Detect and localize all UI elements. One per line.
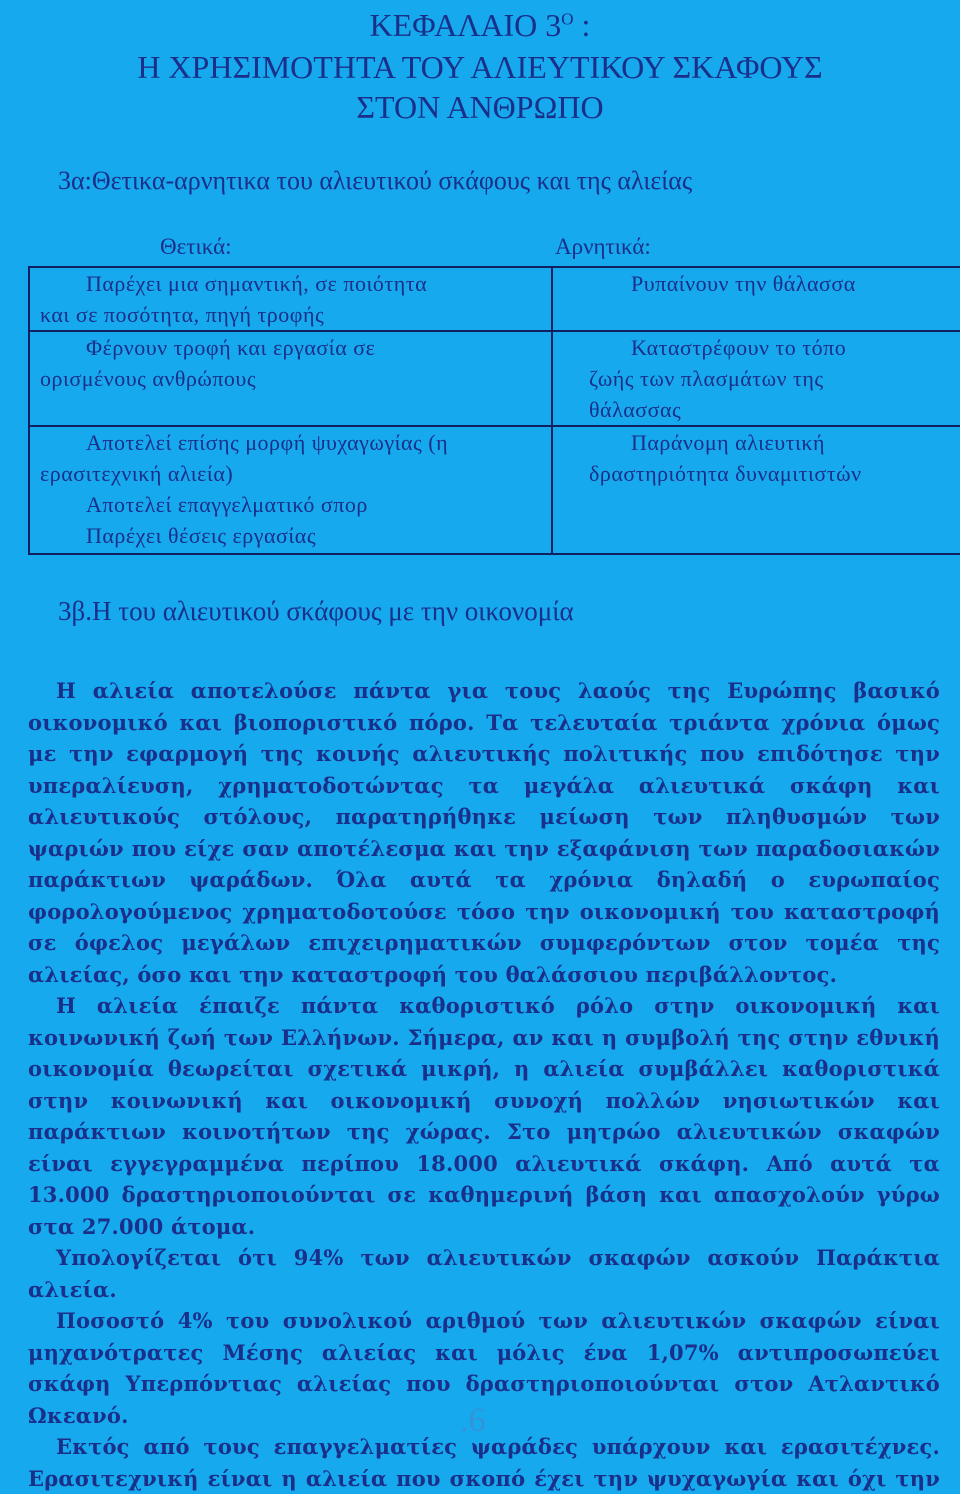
title-line-3: ΣΤΟΝ ΑΝΘΡΩΠΟ	[356, 89, 604, 125]
positives-label: Θετικά:	[160, 234, 232, 259]
section-b-body	[28, 675, 940, 1494]
cell-line: Φέρνουν τροφή και εργασία σε	[86, 335, 376, 360]
cell-line: Ρυπαίνουν την θάλασσα	[631, 271, 856, 296]
con-cell	[552, 426, 960, 554]
table-row	[29, 267, 960, 331]
paragraph: Ποσοστό 4% του συνολικού αριθμού των αλιευτικών σκαφών είναι μηχανότρατες Μέσης αλιείας και μόλις ένα 1,07% αντιπροσωπεύει σκάφη Υπερπόντιας αλιείας που δραστηριοποιούνται στον Ατλαντικό Ωκεανό.	[28, 1308, 940, 1428]
cell-line: Αποτελεί επίσης μορφή ψυχαγωγίας (η	[86, 430, 449, 455]
pro-cell	[29, 426, 552, 554]
pro-cell	[29, 267, 552, 331]
page-number: .6	[460, 1402, 486, 1439]
pros-cons-table	[28, 266, 960, 555]
cell-line: ερασιτεχνική αλιεία)	[40, 461, 234, 486]
chapter-suffix: :	[573, 7, 591, 43]
table-row	[29, 426, 960, 554]
paragraph: Η αλιεία έπαιζε πάντα καθοριστικό ρόλο στην οικονομική και κοινωνική ζωή των Ελλήνων. Σήμερα, αν και η συμβολή της στην εθνική οικονομία θεωρείται σχετικά μικρή, η αλιεία συμβάλλει καθοριστικά στην κοινωνική και οικονομική συνοχή πολλών νησιωτικών και παράκτιων κοινοτήτων της χώρας. Στο μητρώο αλιευτικών σκαφών είναι εγγεγραμμένα περίπου 18.000 αλιευτικά σκάφη. Από αυτά τα 13.000 δραστηριοποιούνται σε καθημερινή βάση και απασχολούν γύρω στα 27.000 άτομα.	[28, 993, 940, 1239]
cell-line: και σε ποσότητα, πηγή τροφής	[40, 302, 325, 327]
cell-line: θάλασσας	[589, 397, 682, 422]
title-line-2: Η ΧΡΗΣΙΜΟΤΗΤΑ ΤΟΥ ΑΛΙΕΥΤΙΚΟΥ ΣΚΑΦΟΥΣ	[137, 49, 823, 85]
section-b-heading: 3β.Η του αλιευτικού σκάφους με την οικονομία	[58, 596, 574, 626]
cell-line: Καταστρέφουν το τόπο	[631, 335, 847, 360]
chapter-title	[0, 6, 960, 44]
chapter-sup: Ο	[561, 9, 574, 29]
paragraph: Εκτός από τους επαγγελματίες ψαράδες υπάρχουν και ερασιτέχνες. Ερασιτεχνική είναι η αλιεία που σκοπό έχει την ψυχαγωγία και όχι την	[28, 1434, 940, 1491]
cell-line: Παρέχει θέσεις εργασίας	[86, 523, 317, 548]
chapter-title-text: ΚΕΦΑΛΑΙΟ 3	[369, 7, 562, 43]
table-row	[29, 331, 960, 426]
cell-line: Παράνομη αλιευτική	[631, 430, 825, 455]
section-a-heading: 3α:Θετικα-αρνητικα του αλιευτικού σκάφους και της αλιείας	[58, 166, 693, 195]
pro-cell	[29, 331, 552, 426]
con-cell	[552, 267, 960, 331]
cell-line: δραστηριότητα δυναμιτιστών	[589, 461, 862, 486]
paragraph: Υπολογίζεται ότι 94% των αλιευτικών σκαφών ασκούν Παράκτια αλιεία.	[28, 1245, 940, 1302]
cell-line: Παρέχει μια σημαντική, σε ποιότητα	[86, 271, 428, 296]
cell-line: ζωής των πλασμάτων της	[589, 366, 824, 391]
con-cell	[552, 331, 960, 426]
paragraph: Η αλιεία αποτελούσε πάντα για τους λαούς της Ευρώπης βασικό οικονομικό και βιοποριστικό πόρο. Τα τελευταία τριάντα χρόνια όμως με την εφαρμογή της κοινής αλιευτικής πολιτικής που επιδότησε την υπεραλίευση, χρηματοδοτώντας τα μεγάλα αλιευτικά σκάφη και αλιευτικούς στόλους, παρατηρήθηκε μείωση των πληθυσμών των ψαριών που είχε σαν αποτέλεσμα και την εξαφάνιση των παραδοσιακών παράκτιων ψαράδων. Όλα αυτά τα χρόνια δηλαδή ο ευρωπαίος φορολογούμενος χρηματοδοτούσε τόσο την οικονομική του καταστροφή σε όφελος μεγάλων επιχειρηματικών συμφερόντων στον τομέα της αλιείας, όσο και την καταστροφή του θαλάσσιου περιβάλλοντος.	[28, 678, 940, 987]
negatives-label: Αρνητικά:	[555, 234, 651, 259]
cell-line: Αποτελεί επαγγελματικό σπορ	[86, 492, 368, 517]
cell-line: ορισμένους ανθρώπους	[40, 366, 257, 391]
